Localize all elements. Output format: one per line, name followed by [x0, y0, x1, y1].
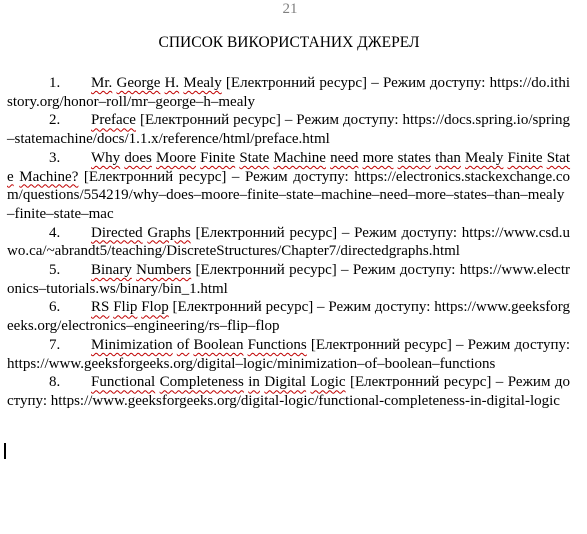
reference-title-word: Why — [91, 149, 121, 166]
reference-title-word: Mr. — [91, 75, 113, 91]
reference-number: 3. — [49, 149, 61, 166]
reference-title-word: RS — [91, 299, 110, 316]
reference-title-word: Numbers — [136, 262, 192, 279]
reference-item — [7, 298, 570, 335]
reference-title-word: Moore — [155, 149, 196, 166]
reference-source: [Електронний ресурс] – Режим доступу: https://www.geeksforgeeks.org/digital–logic/minimization–of–boolean–functions — [7, 336, 571, 372]
reference-title-word: Flip — [113, 299, 138, 316]
reference-title-word: than — [435, 149, 461, 166]
reference-title-word: Binary — [91, 262, 132, 279]
reference-item — [7, 336, 570, 373]
reference-title-word: Digital — [264, 374, 307, 391]
reference-number: 2. — [49, 112, 61, 129]
reference-title-word: need — [330, 149, 359, 166]
reference-item — [7, 149, 570, 224]
reference-title-word: Finite — [200, 149, 236, 166]
reference-source: [Електронний ресурс] – Режим доступу: https://www.electronics–tutorials.ws/binary/bin_1.html — [7, 262, 571, 297]
reference-title-word: H. — [164, 75, 180, 91]
reference-source: [Електронний ресурс] – Режим доступу: https://www.geeksforgeeks.org/digital-logic/functional-completeness-in-digital-logic — [7, 374, 571, 409]
reference-number: 1. — [49, 75, 61, 91]
reference-number: 8. — [49, 374, 61, 391]
reference-title-word: Mealy — [465, 149, 504, 166]
reference-item — [7, 224, 570, 261]
reference-source: [Електронний ресурс] – Режим доступу: https://do.ithistory.org/honor–roll/mr–george–h–mealy — [7, 75, 571, 110]
reference-title-word: Graphs — [147, 224, 191, 241]
reference-title-word: State — [7, 149, 571, 185]
reference-title-word: Mealy — [183, 75, 222, 91]
reference-title-word: Machine — [273, 149, 326, 166]
reference-title-word: Functions — [247, 336, 307, 353]
reference-title-word: Preface — [91, 112, 136, 129]
reference-source: [Електронний ресурс] – Режим доступу: https://www.geeksforgeeks.org/electronics–engineering/rs–flip–flop — [7, 299, 571, 335]
reference-title-word: Flop — [141, 299, 169, 316]
reference-number: 6. — [49, 299, 61, 316]
reference-list — [7, 74, 570, 411]
reference-item — [7, 111, 570, 148]
reference-number: 4. — [49, 224, 61, 241]
reference-title-word: more — [362, 149, 394, 166]
reference-title-word: states — [397, 149, 431, 166]
reference-title-word: Boolean — [193, 336, 244, 353]
reference-source: [Електронний ресурс] – Режим доступу: https://www.csd.uwo.ca/~abrandt5/teaching/DiscreteStructures/Chapter7/directedgraphs.html — [7, 224, 570, 260]
reference-title-word: Machine? — [19, 168, 79, 185]
reference-title-word: Completeness — [159, 374, 244, 391]
page-number: 21 — [282, 1, 298, 17]
reference-title-word: in — [248, 374, 260, 391]
reference-source: [Електронний ресурс] – Режим доступу: https://docs.spring.io/spring–statemachine/docs/1.1.x/reference/html/preface.html — [7, 112, 570, 148]
text-cursor — [4, 443, 6, 459]
reference-item — [7, 373, 570, 410]
reference-item — [7, 261, 570, 298]
reference-title-word: State — [239, 149, 270, 166]
reference-title-word: Logic — [310, 374, 346, 391]
reference-number: 7. — [49, 336, 61, 353]
reference-number: 5. — [49, 262, 61, 279]
reference-source: [Електронний ресурс] – Режим доступу: https://electronics.stackexchange.com/questions/554219/why–does–moore–finite–state–machine–need–more–states–than–mealy–finite–state–mac — [7, 168, 571, 222]
reference-title-word: Directed — [91, 224, 143, 241]
reference-title-word: Finite — [507, 149, 543, 166]
page-title: СПИСОК ВИКОРИСТАНИХ ДЖЕРЕЛ — [158, 34, 420, 51]
reference-title-word: does — [124, 149, 152, 166]
reference-item — [7, 74, 570, 111]
reference-title-word: George — [116, 75, 161, 91]
reference-title-word: of — [176, 336, 190, 353]
reference-title-word: Minimization — [91, 336, 173, 353]
reference-title-word: Functional — [91, 374, 156, 391]
